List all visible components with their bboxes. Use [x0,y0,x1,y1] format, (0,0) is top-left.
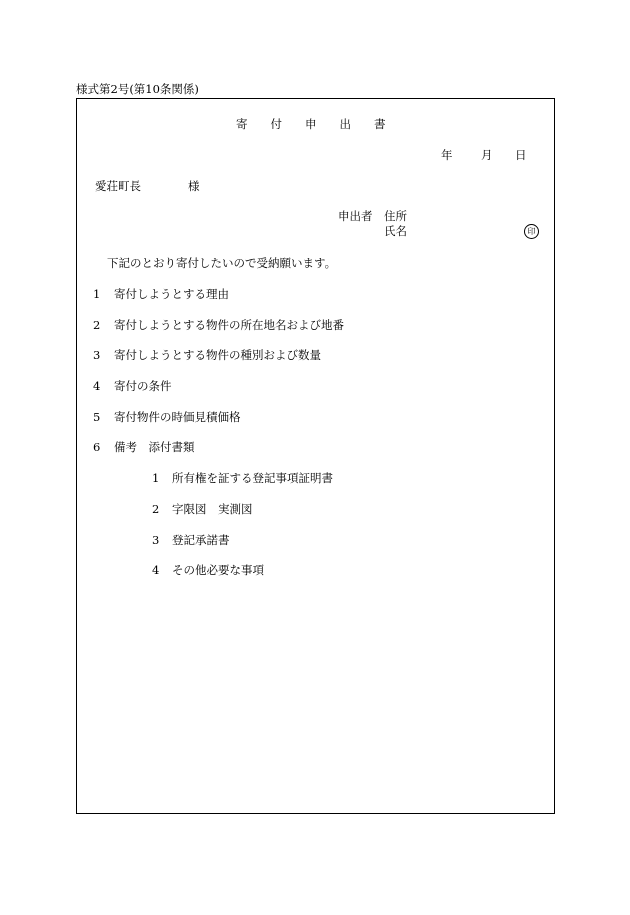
attachment-item [152,504,253,516]
item-text: 寄付しようとする物件の所在地名および地番 [114,318,344,332]
honorific: 様 [188,179,200,193]
intro-text: 下記のとおり寄付したいので受納願います。 [107,256,337,270]
applicant-label: 申出者 [338,209,373,223]
list-item [93,442,195,454]
attachment-number: 2 [152,502,160,516]
item-text: 寄付物件の時価見積価格 [114,410,241,424]
item-number: 5 [93,410,101,424]
list-item [93,381,172,393]
attachment-number: 1 [152,471,160,485]
item-text: 備考 添付書類 [114,440,195,454]
date-month-label: 月 [481,148,493,162]
address-label: 住所 [384,209,407,223]
attachment-item [152,473,333,485]
list-item [93,289,229,301]
item-number: 2 [93,318,101,332]
attachment-text: その他必要な事項 [172,563,264,577]
list-item [93,350,321,362]
list-item [93,412,241,424]
attachment-number: 3 [152,533,160,547]
attachment-item [152,535,230,547]
item-number: 6 [93,440,101,454]
list-item [93,320,344,332]
item-text: 寄付の条件 [114,379,172,393]
date-year-label: 年 [441,148,453,162]
attachment-text: 字限図 実測図 [172,502,253,516]
document-title: 寄付申出書 [236,117,409,131]
item-text: 寄付しようとする物件の種別および数量 [114,348,321,362]
form-number: 様式第2号(第10条関係) [76,82,199,96]
form-frame [76,98,555,814]
item-number: 3 [93,348,101,362]
attachment-text: 登記承諾書 [172,533,230,547]
attachment-text: 所有権を証する登記事項証明書 [172,471,333,485]
date-day-label: 日 [515,148,527,162]
recipient: 愛荘町長 [95,179,141,193]
item-number: 1 [93,287,101,301]
attachment-number: 4 [152,563,160,577]
attachment-item [152,565,264,577]
item-text: 寄付しようとする理由 [114,287,229,301]
seal-mark: 印 [524,224,539,239]
name-label: 氏名 [384,224,407,238]
item-number: 4 [93,379,101,393]
